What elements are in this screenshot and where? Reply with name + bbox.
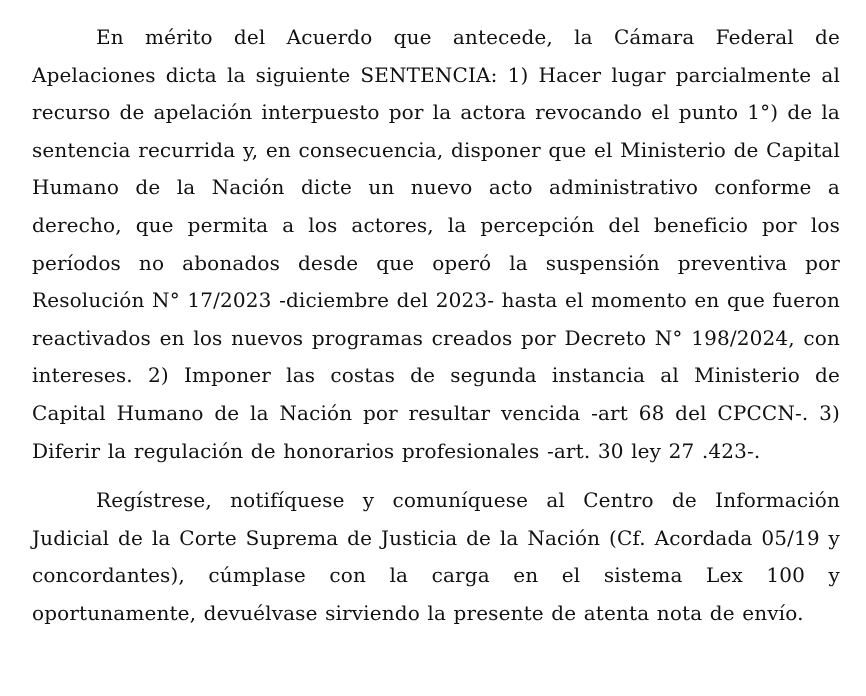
registration-paragraph: Regístrese, notifíquese y comuníquese al Centro de Información Judicial de la Corte Suprema de Justicia de la Nación (Cf. Acordada 05/19 y concordantes), cúmplase con la carga en el sistema Lex 100 y oportunamente, devuélvase sirviendo la presente de atenta nota de envío. <box>32 488 840 625</box>
sentence-paragraph: En mérito del Acuerdo que antecede, la Cámara Federal de Apelaciones dicta la siguiente SENTENCIA: 1) Hacer lugar parcialmente al recurso de apelación interpuesto por la actora revocando el punto 1°) de la sentencia recurrida y, en consecuencia, disponer que el Ministerio de Capital Humano de la Nación dicte un nuevo acto administrativo conforme a derecho, que permita a los actores, la percepción del beneficio por los períodos no abonados desde que operó la suspensión preventiva por Resolución N° 17/2023 -diciembre del 2023- hasta el momento en que fueron reactivados en los nuevos programas creados por Decreto N° 198/2024, con intereses. 2) Imponer las costas de segunda instancia al Ministerio de Capital Humano de la Nación por resultar vencida -art 68 del CPCCN-. 3) Diferir la regulación de honorarios profesionales -art. 30 ley 27 .423-. <box>32 25 840 463</box>
